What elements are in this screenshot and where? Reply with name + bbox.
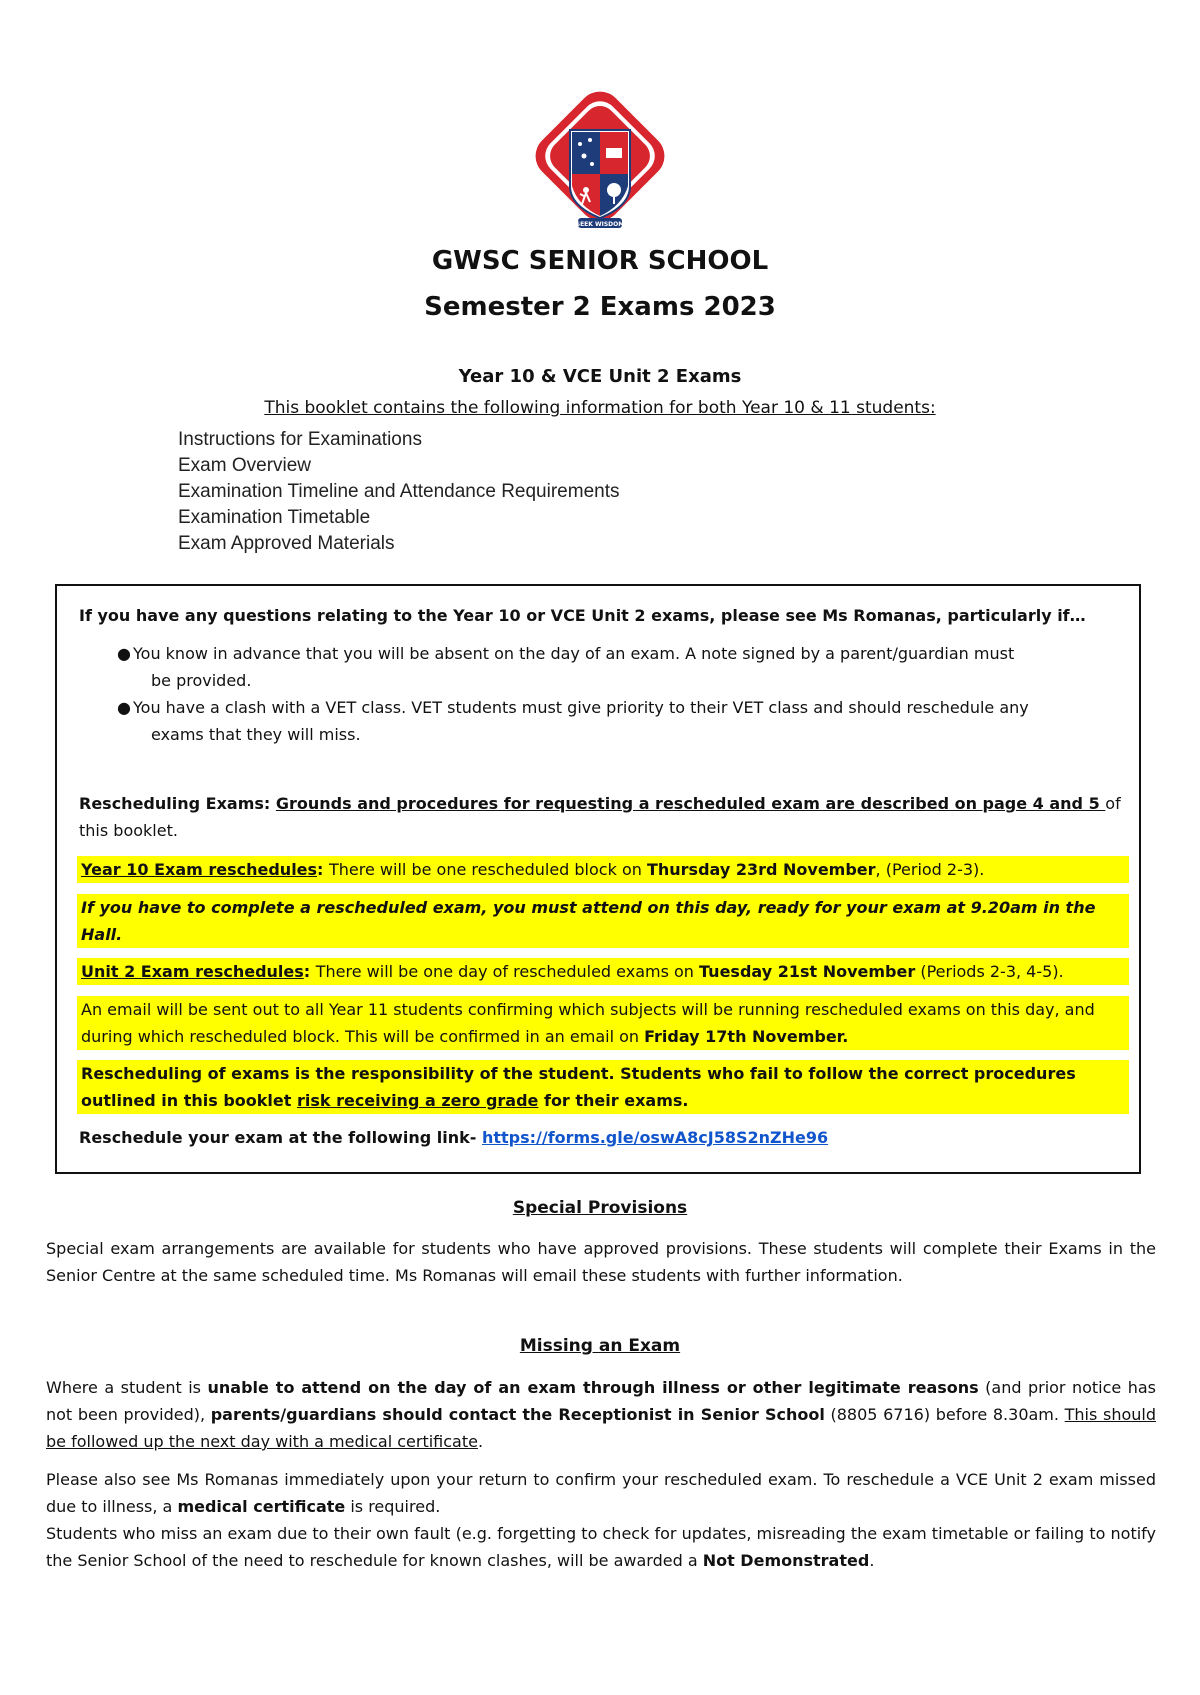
missing-exam-paragraph-3: Students who miss an exam due to their own fault (e.g. forgetting to check for updates, misreading the exam timetable or failing to notify the Senior School of the need to reschedule for known clashes, will be awarded a Not Demonstrated. <box>46 1524 1156 1570</box>
bullet-absent: ● You know in advance that you will be absent on the day of an exam. A note signed by a parent/guardian must be provided. <box>117 640 1117 694</box>
questions-heading: If you have any questions relating to the Year 10 or VCE Unit 2 exams, please see Ms Romanas, particularly if… <box>79 606 1086 625</box>
missing-exam-paragraph-1: Where a student is unable to attend on the day of an exam through illness or other legitimate reasons (and prior notice has not been provided), parents/guardians should contact the Receptionist in Senior School (8805 6716) before 8.30am. This should be followed up the next day with a medical certificate. <box>46 1378 1157 1451</box>
reschedule-link-line: Reschedule your exam at the following link- https://forms.gle/oswA8cJ58S2nZHe96 <box>79 1128 829 1147</box>
missing-exam-paragraph-2: Please also see Ms Romanas immediately upon your return to confirm your rescheduled exam. To reschedule a VCE Unit 2 exam missed due to illness, a medical certificate is required. <box>46 1470 1156 1516</box>
contents-item: Exam Overview <box>178 455 312 476</box>
crest-motto: SEEK WISDOM <box>575 221 625 228</box>
school-title: GWSC SENIOR SCHOOL <box>431 246 769 276</box>
reschedule-form-link[interactable]: https://forms.gle/oswA8cJ58S2nZHe96 <box>481 1128 829 1147</box>
contents-item: Exam Approved Materials <box>178 533 395 554</box>
rescheduling-info: Rescheduling Exams: Grounds and procedures for requesting a rescheduled exam are described on page 4 and 5 of this booklet. <box>79 794 1121 840</box>
special-provisions-text: Special exam arrangements are available for students who have approved provisions. These students will complete their Exams in the Senior Centre at the same scheduled time. Ms Romanas will email these students with further information. <box>46 1239 1156 1285</box>
contents-item: Examination Timetable <box>178 507 371 528</box>
notice-bullets <box>117 640 1117 748</box>
bullet-icon: ● <box>117 644 131 663</box>
bullet-icon: ● <box>117 698 131 717</box>
responsibility-notice: Rescheduling of exams is the responsibility of the student. Students who fail to follow the correct procedures outlined in this booklet risk receiving a zero grade for their exams. <box>77 1060 1129 1114</box>
contents-item: Examination Timeline and Attendance Requirements <box>178 481 620 502</box>
contents-list <box>178 427 619 557</box>
special-provisions-heading: Special Provisions <box>512 1198 688 1218</box>
contents-item: Instructions for Examinations <box>178 429 422 450</box>
sub-title: Year 10 & VCE Unit 2 Exams <box>458 366 742 387</box>
intro-text: This booklet contains the following information for both Year 10 & 11 students: <box>264 398 936 418</box>
year10-attend-note: If you have to complete a rescheduled exam, you must attend on this day, ready for your exam at 9.20am in the Hall. <box>77 894 1129 948</box>
email-notice: An email will be sent out to all Year 11 students confirming which subjects will be running rescheduled exams on this day, and during which rescheduled block. This will be confirmed in an email on Friday 17th November. <box>77 996 1129 1050</box>
unit2-reschedules: Unit 2 Exam reschedules: There will be one day of rescheduled exams on Tuesday 21st November (Periods 2-3, 4-5). <box>77 958 1129 985</box>
bullet-vet-clash: ● You have a clash with a VET class. VET students must give priority to their VET class and should reschedule any exams that they will miss. <box>117 694 1117 748</box>
school-crest-logo <box>518 78 682 238</box>
notice-box <box>55 584 1141 1174</box>
exam-title: Semester 2 Exams 2023 <box>424 292 776 322</box>
year10-reschedules: Year 10 Exam reschedules: There will be one rescheduled block on Thursday 23rd November, (Period 2-3). <box>77 856 1129 883</box>
missing-exam-heading: Missing an Exam <box>519 1336 681 1356</box>
